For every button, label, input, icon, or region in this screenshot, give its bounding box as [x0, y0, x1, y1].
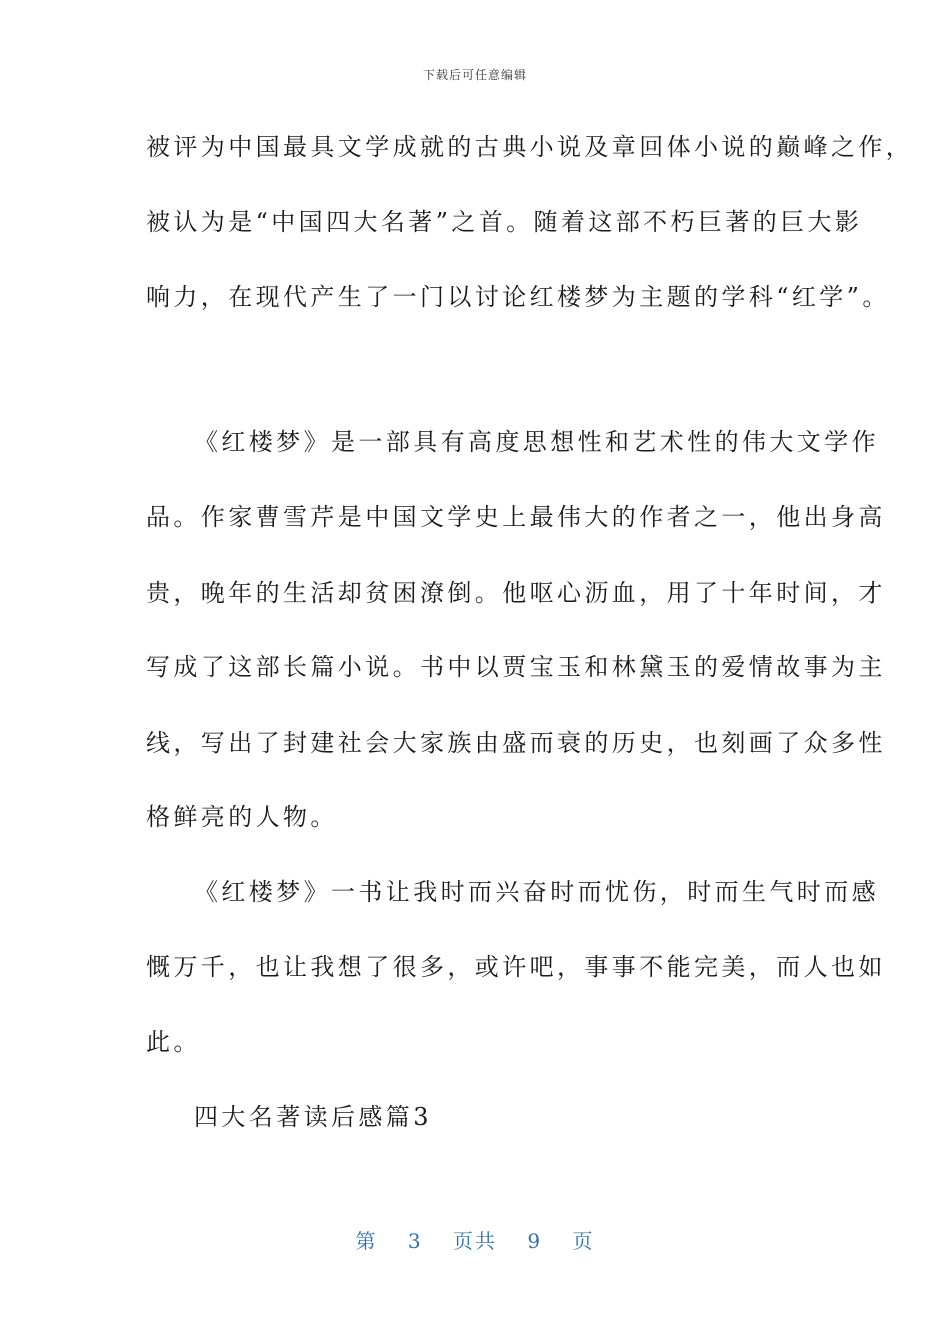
page-footer	[0, 1225, 950, 1254]
body-line: 被认为是“中国四大名著”之首。随着这部不朽巨著的巨大影	[146, 208, 863, 236]
page-label-suffix: 页	[572, 1229, 595, 1253]
body-line: 《红楼梦》是一部具有高度思想性和艺术性的伟大文学作	[194, 428, 879, 456]
body-line: 贵，晚年的生活却贫困潦倒。他呕心沥血，用了十年时间，才	[146, 579, 886, 607]
page-header: 下载后可任意编辑	[422, 68, 527, 82]
body-line: 响力，在现代产生了一门以讨论红楼梦为主题的学科“红学”。	[146, 283, 890, 311]
current-page-number: 3	[407, 1229, 423, 1253]
body-line: 品。作家曹雪芹是中国文学史上最伟大的作者之一，他出身高	[146, 503, 886, 531]
body-line: 《红楼梦》一书让我时而兴奋时而忧伤，时而生气时而感	[194, 878, 879, 906]
body-line: 写成了这部长篇小说。书中以贾宝玉和林黛玉的爱情故事为主	[146, 653, 886, 681]
body-line: 被评为中国最具文学成就的古典小说及章回体小说的巅峰之作，	[146, 133, 914, 161]
body-line: 此。	[146, 1028, 201, 1056]
body-line: 线，写出了封建社会大家族由盛而衰的历史，也刻画了众多性	[146, 729, 886, 757]
total-pages-number: 9	[527, 1229, 543, 1253]
page-label-prefix: 第	[355, 1229, 378, 1253]
page-label-mid: 页共	[453, 1229, 497, 1253]
section-heading: 四大名著读后感篇3	[194, 1103, 432, 1131]
body-line: 格鲜亮的人物。	[146, 803, 338, 831]
body-line: 慨万千，也让我想了很多，或许吧，事事不能完美，而人也如	[146, 953, 886, 981]
